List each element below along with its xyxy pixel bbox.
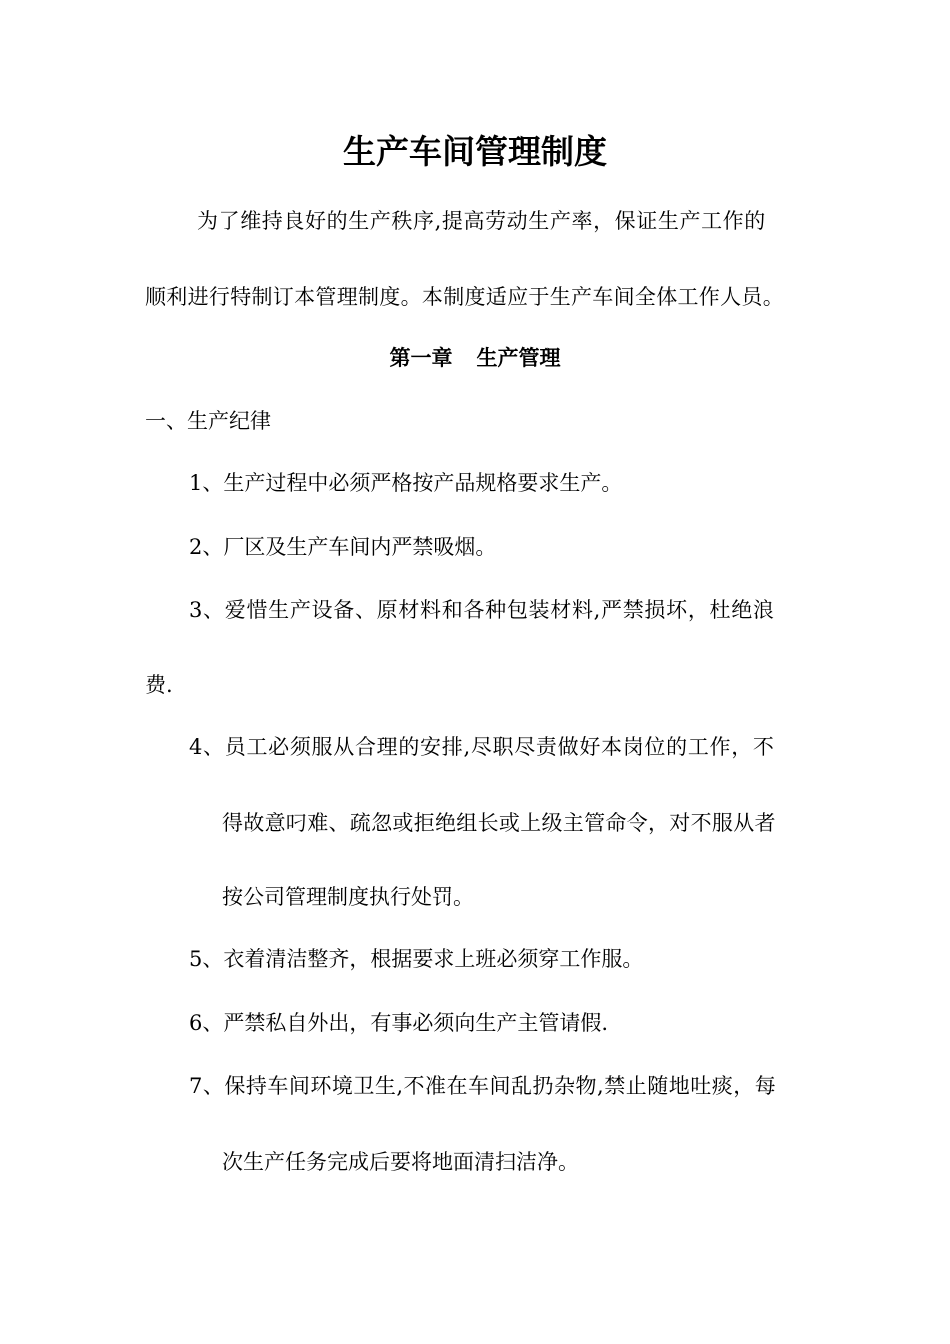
intro-line-1: 为了维持良好的生产秩序,提高劳动生产率，保证生产工作的 [197, 209, 766, 233]
list-item-3-line-2: 费. [145, 673, 173, 697]
list-item-4-line-3: 按公司管理制度执行处罚。 [222, 885, 474, 909]
list-item-7-line-1: 7、保持车间环境卫生,不准在车间乱扔杂物,禁止随地吐痰，每 [189, 1074, 777, 1098]
list-item-5: 5、衣着清洁整齐，根据要求上班必须穿工作服。 [189, 947, 644, 971]
list-item-1: 1、生产过程中必须严格按产品规格要求生产。 [189, 471, 623, 495]
chapter-number: 第一章 [389, 346, 453, 370]
chapter-heading [0, 343, 950, 373]
list-item-7-line-2: 次生产任务完成后要将地面清扫洁净。 [222, 1150, 579, 1174]
section-heading: 一、生产纪律 [145, 409, 271, 433]
intro-line-2: 顺利进行特制订本管理制度。本制度适应于生产车间全体工作人员。 [145, 285, 784, 309]
chapter-name: 生产管理 [476, 346, 561, 370]
list-item-2: 2、厂区及生产车间内严禁吸烟。 [189, 535, 497, 559]
list-item-4-line-2: 得故意叼难、疏忽或拒绝组长或上级主管命令，对不服从者 [222, 811, 776, 835]
list-item-6: 6、严禁私自外出，有事必须向生产主管请假. [189, 1011, 609, 1035]
list-item-4-line-1: 4、员工必须服从合理的安排,尽职尽责做好本岗位的工作，不 [189, 735, 775, 759]
list-item-3-line-1: 3、爱惜生产设备、原材料和各种包装材料,严禁损坏，杜绝浪 [189, 598, 775, 622]
document-title: 生产车间管理制度 [343, 132, 607, 171]
